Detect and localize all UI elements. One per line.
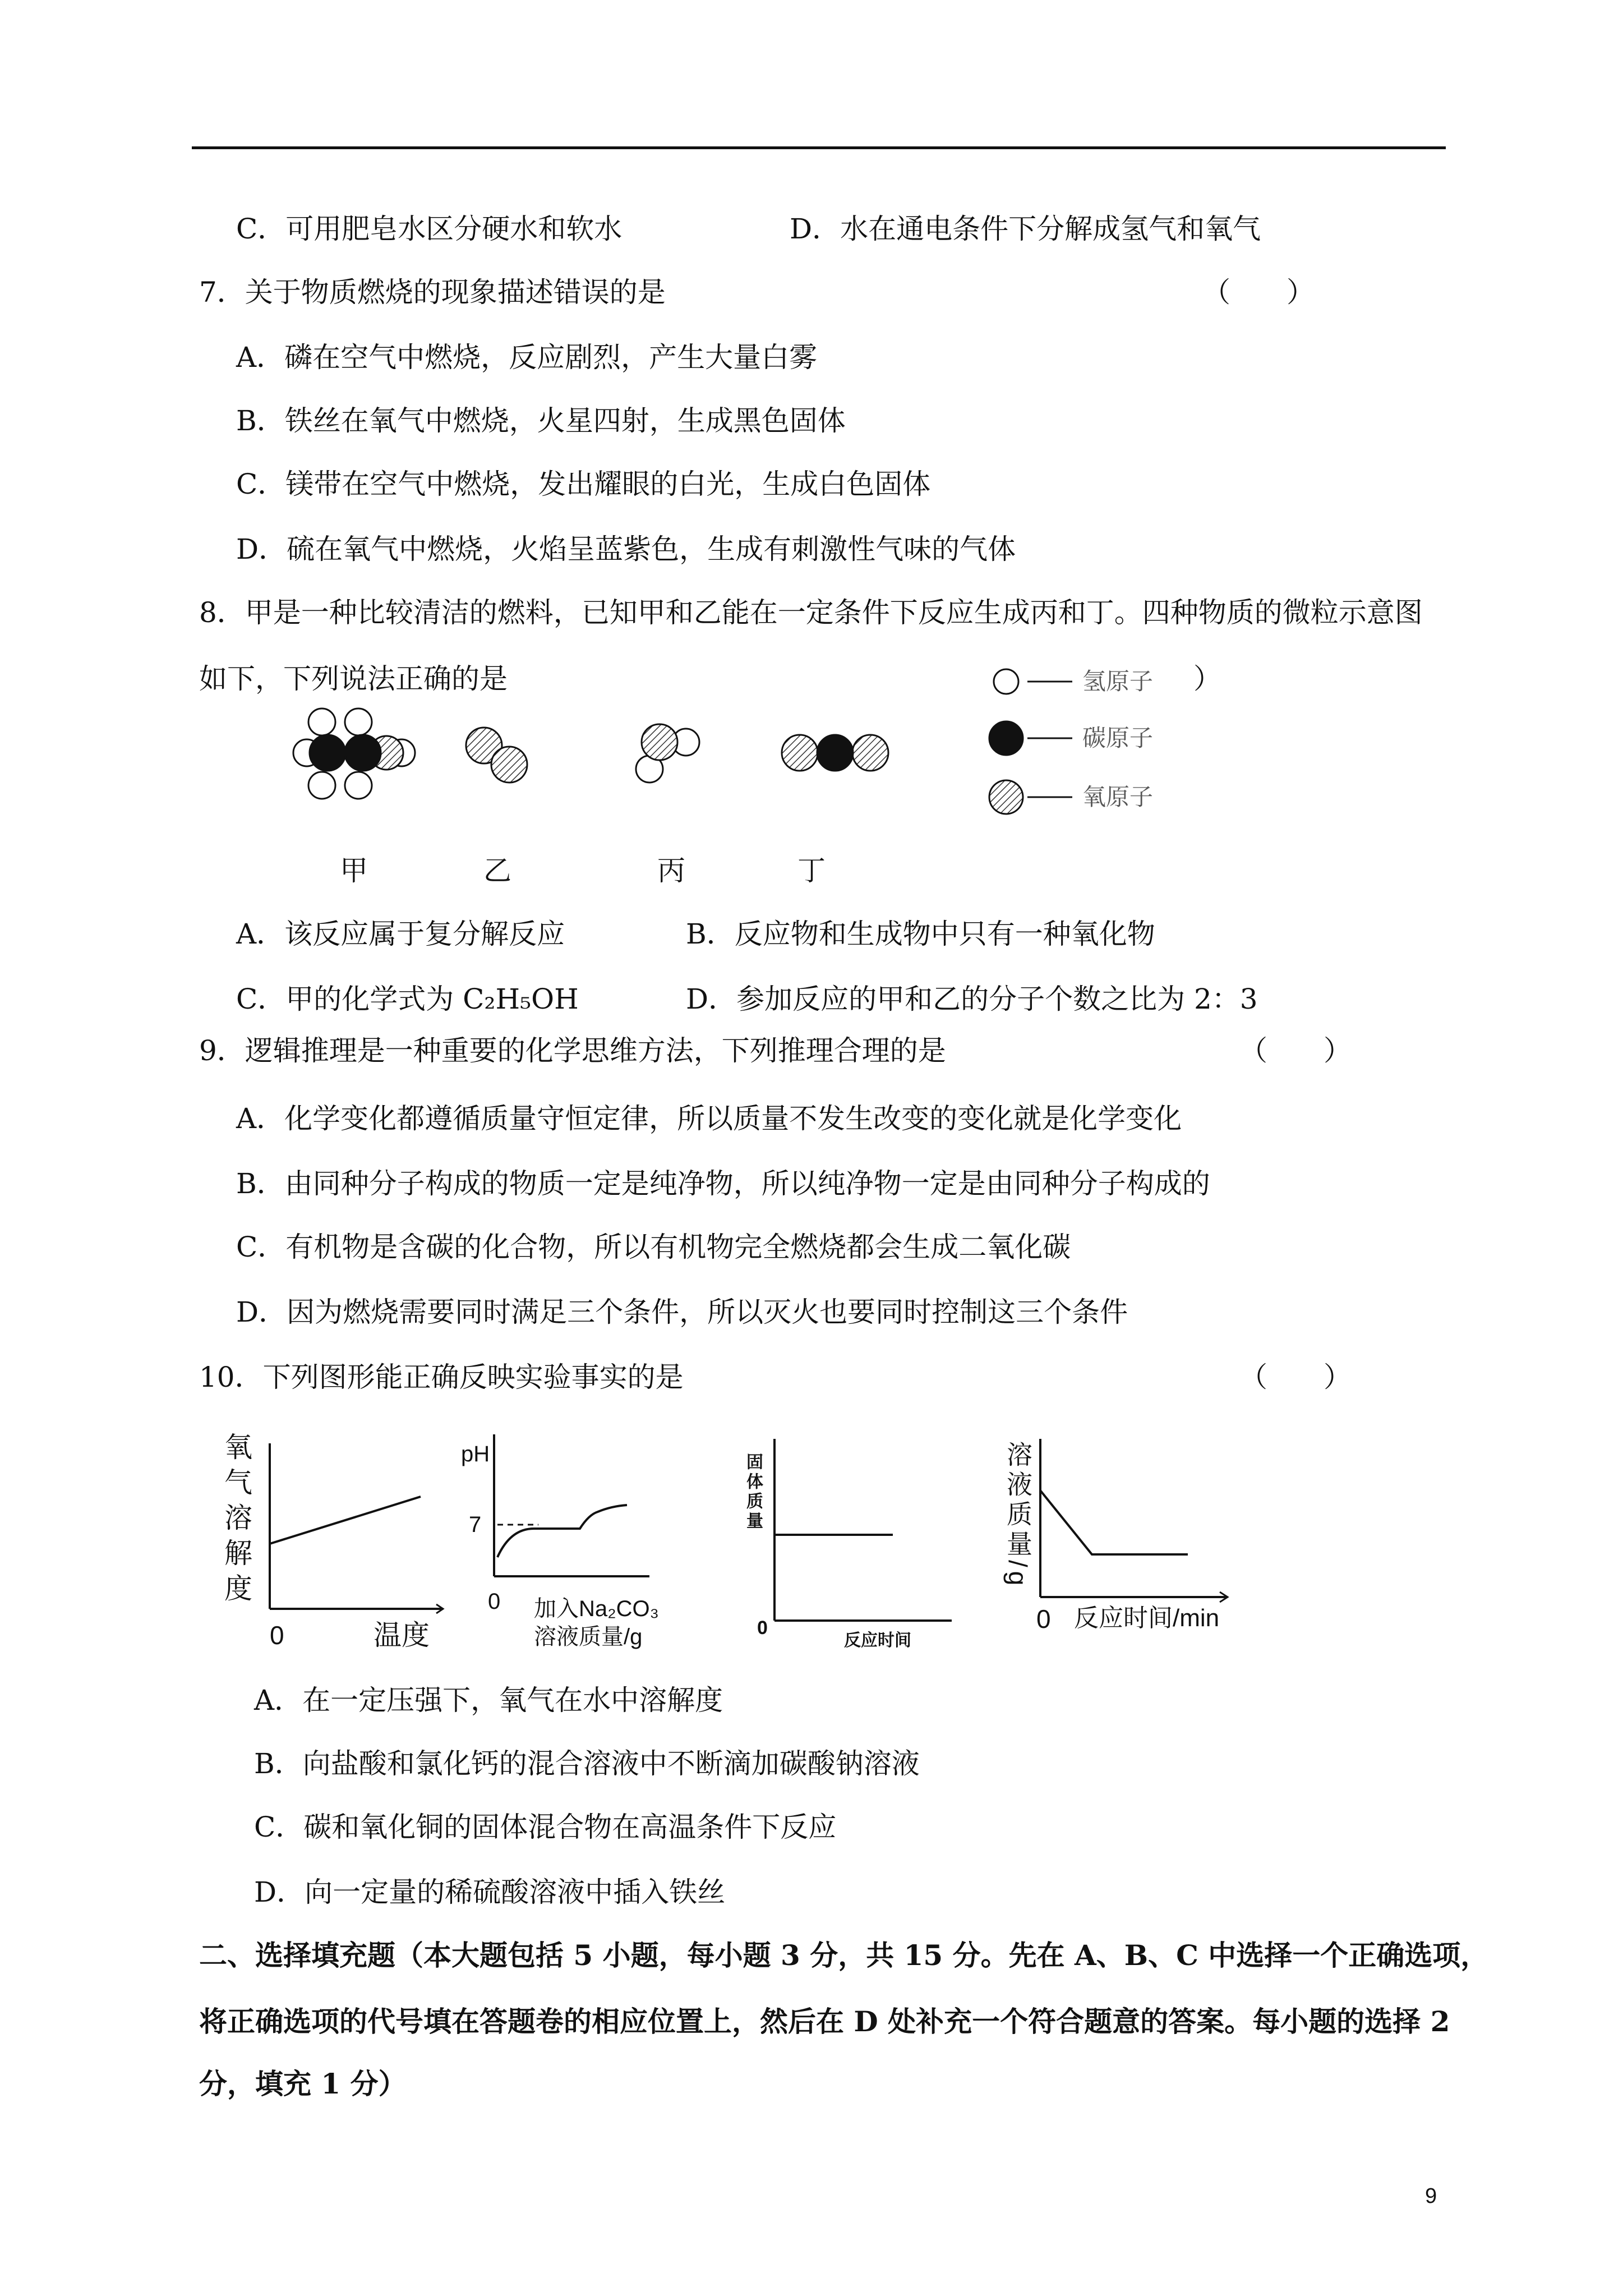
y-axis-label: 固体质量 — [744, 1453, 762, 1531]
molecule-label-jia: 甲 — [340, 854, 368, 887]
carbon-atom — [345, 735, 381, 771]
q8-option-b: B．反应物和生成物中只有一种氧化物 — [686, 918, 1155, 950]
data-curve — [497, 1505, 627, 1557]
q10-answer-bracket: （ ） — [1239, 1361, 1352, 1393]
q7-option-c: C．镁带在空气中燃烧，发出耀眼的白光，生成白色固体 — [236, 468, 931, 500]
carbon-atom — [310, 735, 345, 771]
q7-option-a: A．磷在空气中燃烧，反应剧烈，产生大量白雾 — [236, 341, 818, 374]
section2-instructions-line3: 分，填充 1 分） — [199, 2067, 407, 2100]
oxygen-atom — [782, 735, 818, 771]
y-axis-label: pH — [461, 1442, 490, 1466]
y-axis-label: 溶液质量/g — [1003, 1441, 1032, 1590]
carbon-atom — [817, 735, 853, 771]
q8-option-d: D．参加反应的甲和乙的分子个数之比为 2：3 — [686, 983, 1258, 1015]
oxygen-atom — [852, 735, 888, 771]
q6-option-c: C．可用肥皂水区分硬水和软水 — [236, 213, 623, 245]
q9-answer-bracket: （ ） — [1239, 1034, 1352, 1067]
q9-option-a: A．化学变化都遵循质量守恒定律，所以质量不发生改变的变化就是化学变化 — [236, 1102, 1182, 1135]
oxygen-atom — [491, 747, 527, 783]
origin-label: 0 — [488, 1589, 501, 1614]
molecule-bing — [636, 724, 699, 783]
x-axis-label: 反应时间 — [844, 1631, 911, 1650]
oxygen-atom — [642, 724, 677, 760]
q8-stem-line2: 如下，下列说法正确的是 — [199, 662, 508, 695]
y-axis-label: 氧气溶解度 — [220, 1432, 252, 1609]
atom-legend — [981, 662, 1082, 819]
hydrogen-atom — [308, 772, 335, 799]
q8-option-a: A．该反应属于复分解反应 — [236, 918, 565, 950]
q10-option-c: C．碳和氧化铜的固体混合物在高温条件下反应 — [254, 1811, 837, 1843]
legend-hydrogen-label: 氢原子 — [1082, 668, 1154, 695]
x-axis-label-line1: 加入Na₂CO₃ — [534, 1596, 659, 1621]
molecule-ding — [782, 735, 888, 771]
origin-label: 0 — [1036, 1604, 1051, 1634]
data-line — [1040, 1490, 1188, 1554]
q10-option-a: A．在一定压强下，氧气在水中溶解度 — [254, 1684, 723, 1717]
q7-answer-bracket: （ ） — [1202, 276, 1315, 309]
q9-option-b: B．由同种分子构成的物质一定是纯净物，所以纯净物一定是由同种分子构成的 — [236, 1167, 1210, 1200]
graph-b — [449, 1425, 684, 1660]
graph-d — [993, 1425, 1251, 1649]
hydrogen-atom — [308, 708, 335, 735]
origin-label: 0 — [757, 1617, 768, 1639]
molecule-jia — [293, 708, 415, 799]
molecule-label-bing: 丙 — [657, 854, 685, 887]
q10-option-b: B．向盐酸和氯化钙的混合溶液中不断滴加碳酸钠溶液 — [254, 1747, 920, 1780]
graph-a — [213, 1425, 460, 1660]
origin-label: 0 — [270, 1621, 284, 1650]
x-axis-label-line2: 溶液质量/g — [534, 1625, 643, 1649]
header-rule — [192, 146, 1446, 149]
legend-oxygen-atom — [989, 780, 1023, 814]
hydrogen-atom — [345, 772, 372, 799]
page-number: 9 — [1425, 2184, 1437, 2208]
x-axis-label: 反应时间/min — [1074, 1604, 1220, 1632]
y-tick-label: 7 — [469, 1512, 482, 1537]
q7-stem: 7．关于物质燃烧的现象描述错误的是 — [199, 276, 666, 309]
molecule-yi — [466, 728, 527, 783]
legend-carbon-atom — [989, 721, 1023, 755]
graph-c — [729, 1425, 965, 1660]
x-axis-label: 温度 — [374, 1619, 430, 1651]
q9-option-d: D．因为燃烧需要同时满足三个条件，所以灭火也要同时控制这三个条件 — [236, 1296, 1128, 1328]
hydrogen-atom — [345, 708, 372, 735]
q6-option-d: D．水在通电条件下分解成氢气和氧气 — [790, 213, 1261, 245]
section2-instructions-line1: 二、选择填充题（本大题包括 5 小题，每小题 3 分，共 15 分。先在 A、B、C 中选择一个正确选项， — [199, 1939, 1489, 1972]
q7-option-d: D．硫在氧气中燃烧，火焰呈蓝紫色，生成有刺激性气味的气体 — [236, 533, 1016, 565]
q10-option-d: D．向一定量的稀硫酸溶液中插入铁丝 — [254, 1876, 726, 1908]
q9-option-c: C．有机物是含碳的化合物，所以有机物完全燃烧都会生成二氧化碳 — [236, 1231, 1071, 1263]
q10-stem: 10．下列图形能正确反映实验事实的是 — [199, 1361, 684, 1393]
q8-option-c: C．甲的化学式为 C₂H₅OH — [236, 983, 579, 1015]
molecule-label-yi: 乙 — [483, 854, 511, 887]
q7-option-b: B．铁丝在氧气中燃烧，火星四射，生成黑色固体 — [236, 404, 846, 437]
q8-stem-line1: 8．甲是一种比较清洁的燃料，已知甲和乙能在一定条件下反应生成丙和丁。四种物质的微粒示意图 — [199, 596, 1423, 629]
section2-instructions-line2: 将正确选项的代号填在答题卷的相应位置上，然后在 D 处补充一个符合题意的答案。每小题的选择 2 — [199, 2005, 1450, 2038]
molecule-label-ding: 丁 — [797, 854, 826, 887]
legend-hydrogen-atom — [994, 669, 1018, 694]
q8-answer-bracket: ） — [1193, 662, 1221, 695]
q9-stem: 9．逻辑推理是一种重要的化学思维方法，下列推理合理的是 — [199, 1034, 946, 1067]
data-line — [270, 1497, 421, 1544]
molecule-diagram — [280, 701, 925, 813]
legend-oxygen-label: 氧原子 — [1082, 783, 1154, 811]
legend-carbon-label: 碳原子 — [1082, 724, 1154, 752]
